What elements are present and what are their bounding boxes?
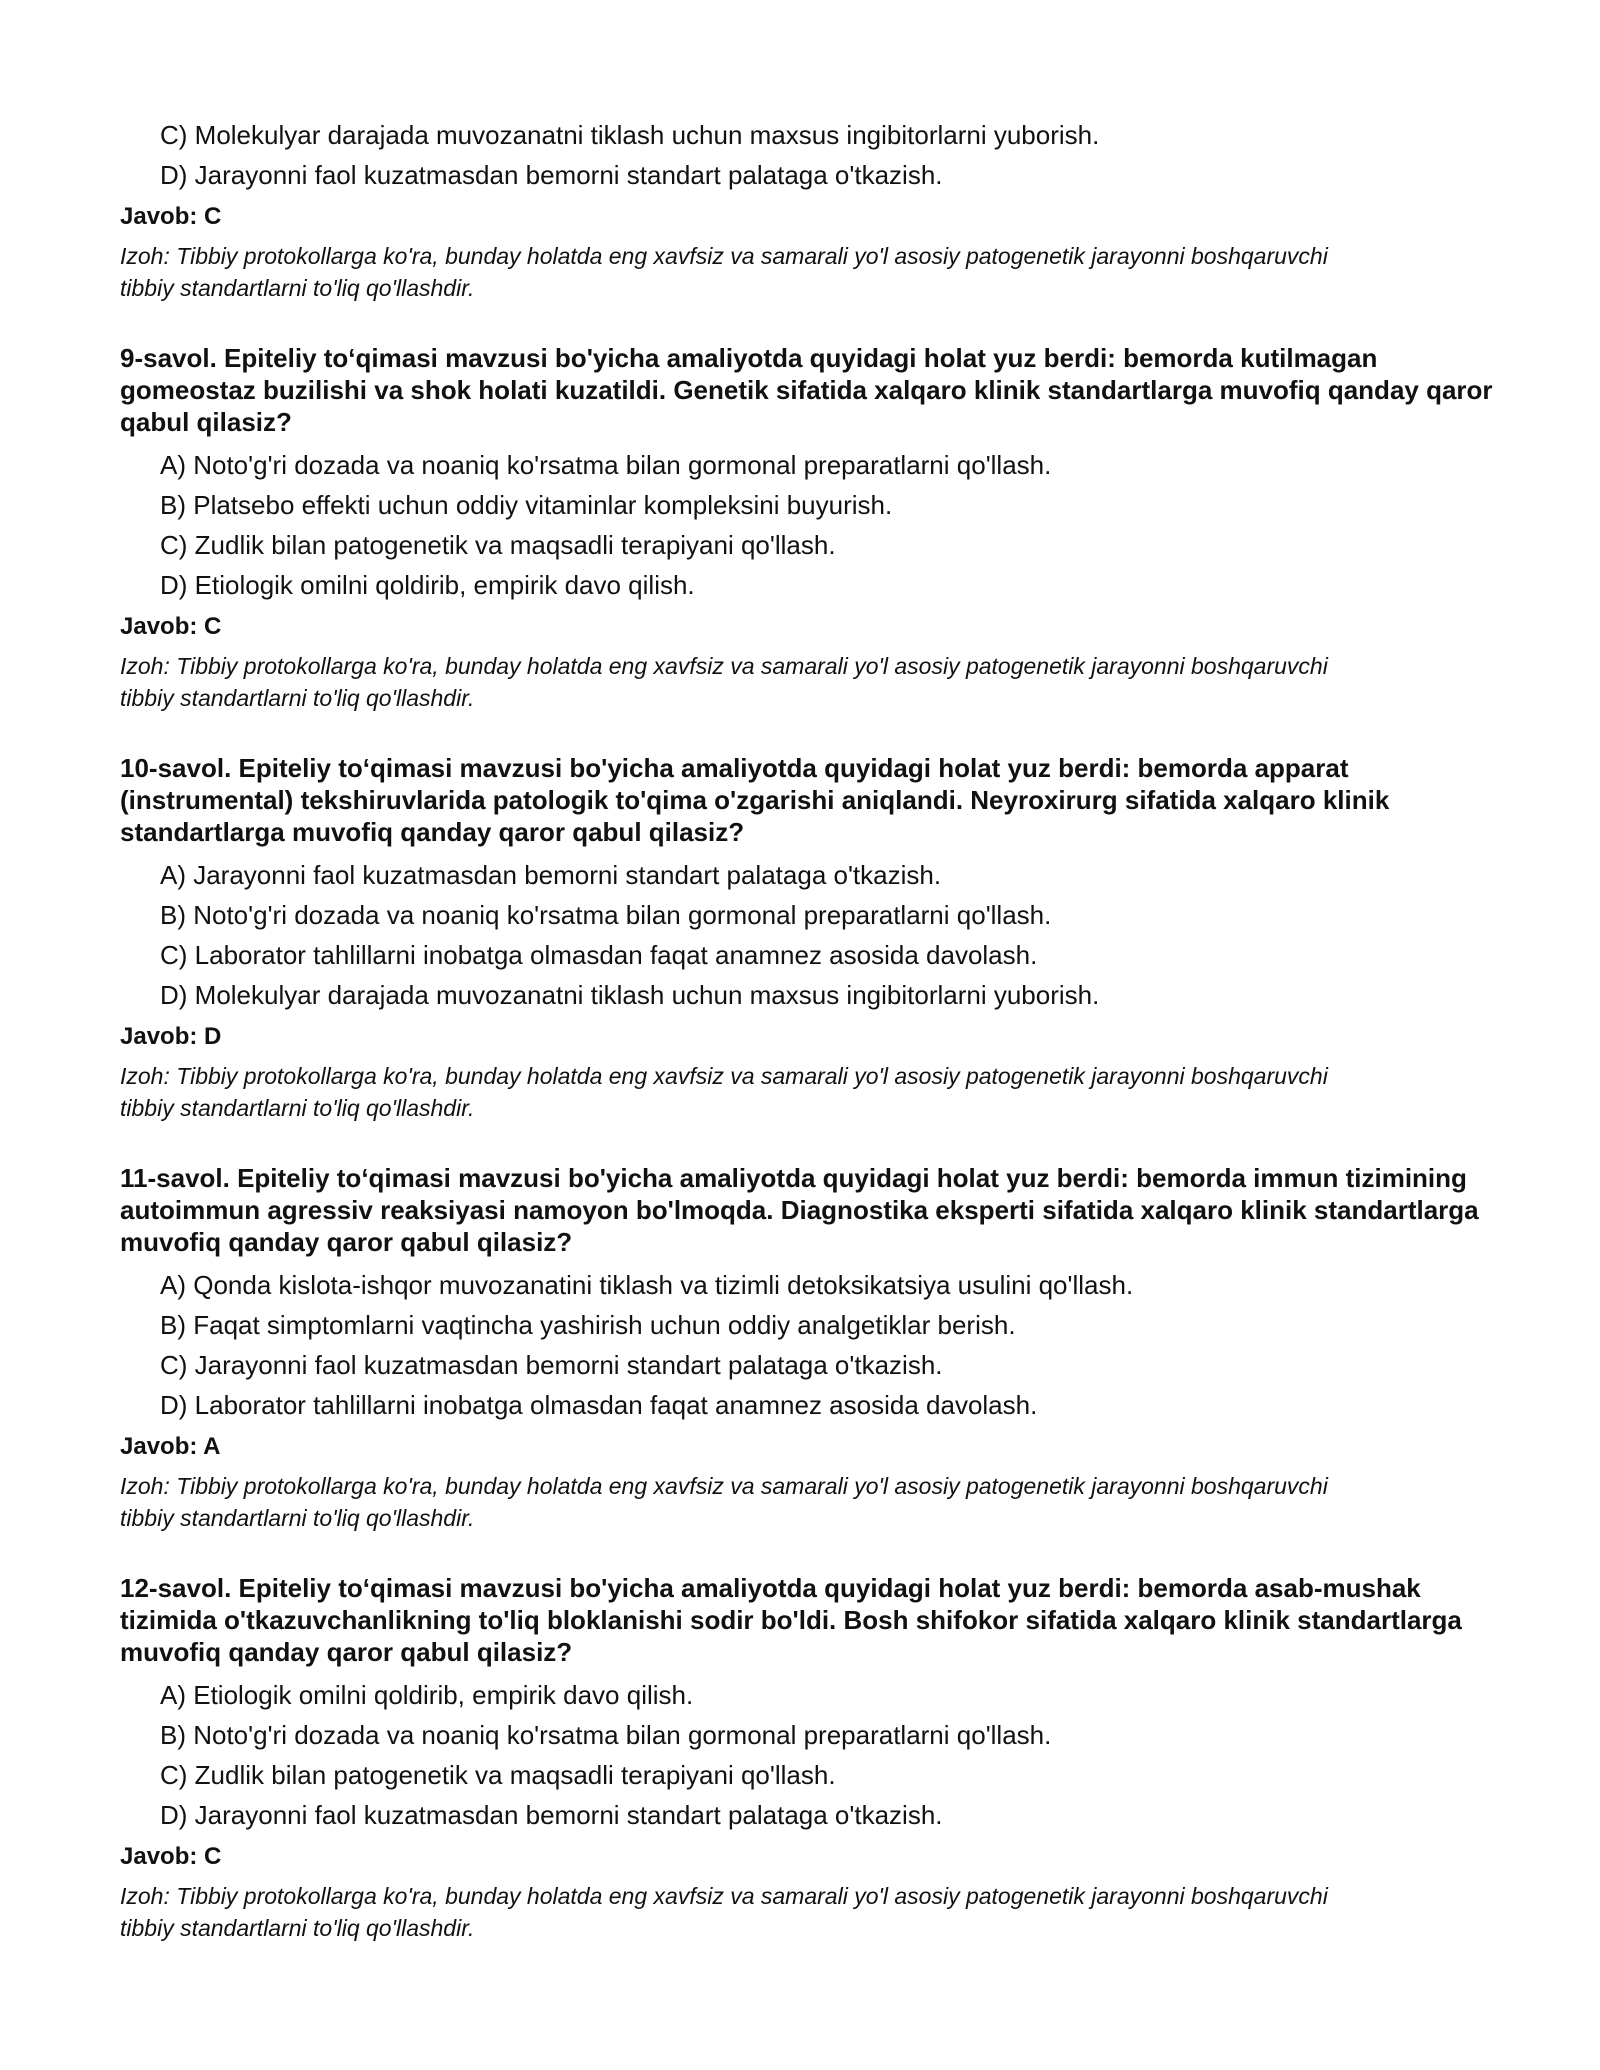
question-text: 10-savol. Epiteliy to‘qimasi mavzusi bo'yicha amaliyotda quyidagi holat yuz berdi: bemorda apparat (instrumental) tekshiruvlarida patologik to'qima o'zgarishi aniqlandi. Neyroxirurg sifatida xalqaro klinik standartlarga muvofiq qanday qaror qabul qilasiz? [120,753,1390,847]
answer-option-b: B) Noto'g'ri dozada va noaniq ko'rsatma bilan gormonal preparatlarni qo'llash. [160,1720,1052,1750]
answer-option-c: C) Molekulyar darajada muvozanatni tiklash uchun maxsus ingibitorlarni yuborish. [160,120,1100,150]
answer-option-a: A) Qonda kislota-ishqor muvozanatini tiklash va tizimli detoksikatsiya usulini qo'llash. [160,1270,1134,1300]
correct-answer: Javob: D [120,1023,222,1050]
explanation: Izoh: Tibbiy protokollarga ko'ra, bunday holatda eng xavfsiz va samarali yo'l asosiy patogenetik jarayonni boshqaruvchi tibbiy standartlarni to'liq qo'llashdir. [120,243,1328,301]
answer-option-a: A) Jarayonni faol kuzatmasdan bemorni standart palataga o'tkazish. [160,860,942,890]
answer-option-a: A) Etiologik omilni qoldirib, empirik davo qilish. [160,1680,694,1710]
previous-question-fragment [120,120,1500,304]
question-12 [120,1572,1500,1944]
answer-option-d: D) Jarayonni faol kuzatmasdan bemorni standart palataga o'tkazish. [160,160,943,190]
question-text: 11-savol. Epiteliy to‘qimasi mavzusi bo'yicha amaliyotda quyidagi holat yuz berdi: bemorda immun tizimining autoimmun agressiv reaksiyasi namoyon bo'lmoqda. Diagnostika eksperti sifatida xalqaro klinik standartlarga muvofiq qanday qaror qabul qilasiz? [120,1163,1479,1257]
question-11 [120,1162,1500,1534]
question-text: 12-savol. Epiteliy to‘qimasi mavzusi bo'yicha amaliyotda quyidagi holat yuz berdi: bemorda asab-mushak tizimida o'tkazuvchanlikning to'liq bloklanishi sodir bo'ldi. Bosh shifokor sifatida xalqaro klinik standartlarga muvofiq qanday qaror qabul qilasiz? [120,1573,1462,1667]
answer-option-c: C) Zudlik bilan patogenetik va maqsadli terapiyani qo'llash. [160,1760,836,1790]
explanation: Izoh: Tibbiy protokollarga ko'ra, bunday holatda eng xavfsiz va samarali yo'l asosiy patogenetik jarayonni boshqaruvchi tibbiy standartlarni to'liq qo'llashdir. [120,1063,1328,1121]
explanation: Izoh: Tibbiy protokollarga ko'ra, bunday holatda eng xavfsiz va samarali yo'l asosiy patogenetik jarayonni boshqaruvchi tibbiy standartlarni to'liq qo'llashdir. [120,1883,1328,1941]
answer-option-b: B) Faqat simptomlarni vaqtincha yashirish uchun oddiy analgetiklar berish. [160,1310,1016,1340]
answer-option-d: D) Jarayonni faol kuzatmasdan bemorni standart palataga o'tkazish. [160,1800,943,1830]
correct-answer: Javob: C [120,1843,222,1870]
answer-option-b: B) Platsebo effekti uchun oddiy vitaminlar kompleksini buyurish. [160,490,893,520]
answer-option-d: D) Etiologik omilni qoldirib, empirik davo qilish. [160,570,695,600]
correct-answer: Javob: C [120,613,222,640]
answer-option-c: C) Zudlik bilan patogenetik va maqsadli terapiyani qo'llash. [160,530,836,560]
question-10 [120,752,1500,1124]
document-page [120,120,1500,1944]
explanation: Izoh: Tibbiy protokollarga ko'ra, bunday holatda eng xavfsiz va samarali yo'l asosiy patogenetik jarayonni boshqaruvchi tibbiy standartlarni to'liq qo'llashdir. [120,1473,1328,1531]
answer-option-d: D) Molekulyar darajada muvozanatni tiklash uchun maxsus ingibitorlarni yuborish. [160,980,1100,1010]
answer-option-c: C) Jarayonni faol kuzatmasdan bemorni standart palataga o'tkazish. [160,1350,943,1380]
question-9 [120,342,1500,714]
answer-option-c: C) Laborator tahlillarni inobatga olmasdan faqat anamnez asosida davolash. [160,940,1038,970]
correct-answer: Javob: C [120,203,222,230]
question-text: 9-savol. Epiteliy to‘qimasi mavzusi bo'yicha amaliyotda quyidagi holat yuz berdi: bemorda kutilmagan gomeostaz buzilishi va shok holati kuzatildi. Genetik sifatida xalqaro klinik standartlarga muvofiq qanday qaror qabul qilasiz? [120,343,1493,437]
answer-option-b: B) Noto'g'ri dozada va noaniq ko'rsatma bilan gormonal preparatlarni qo'llash. [160,900,1052,930]
explanation: Izoh: Tibbiy protokollarga ko'ra, bunday holatda eng xavfsiz va samarali yo'l asosiy patogenetik jarayonni boshqaruvchi tibbiy standartlarni to'liq qo'llashdir. [120,653,1328,711]
answer-option-d: D) Laborator tahlillarni inobatga olmasdan faqat anamnez asosida davolash. [160,1390,1038,1420]
answer-option-a: A) Noto'g'ri dozada va noaniq ko'rsatma bilan gormonal preparatlarni qo'llash. [160,450,1052,480]
correct-answer: Javob: A [120,1433,221,1460]
